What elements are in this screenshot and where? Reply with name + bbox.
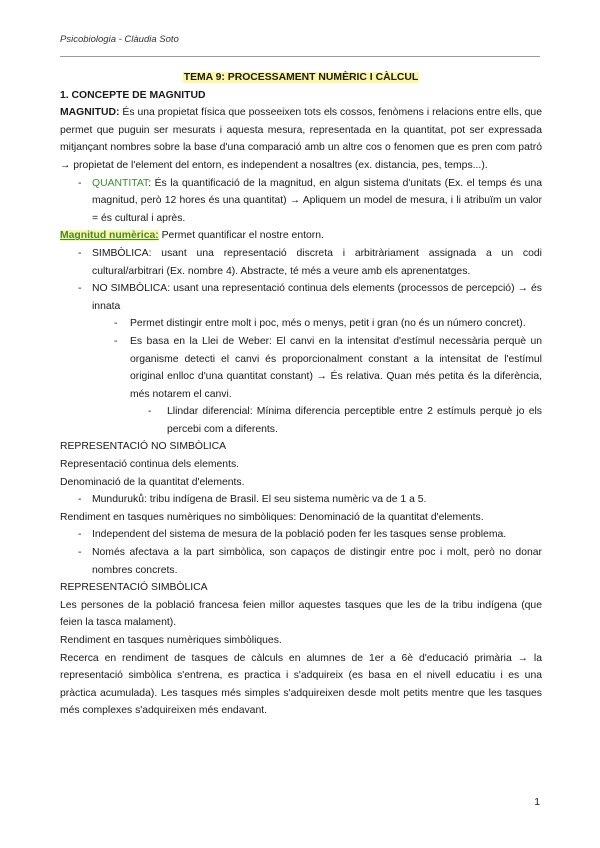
sublist-item-weber (60, 333, 542, 403)
list-item-quantitat (60, 175, 542, 228)
list-item-text: Només afectava a la part simbòlica, son capaços de distingir entre poc i molt, però no donar nombres concrets. (92, 547, 542, 576)
term-quantitat: QUANTITAT (92, 177, 149, 189)
definition-magnitud: És una propietat física que posseeixen tots els cossos, fenòmens i relacions entre ells, que permet que puguin ser mesurats i aquesta mesura, representada en la quantitat, pot ser expressada mitjançant nombres sobre la base d'una comparació amb un altre cos o fenomen que es pren com patró → propietat de l'element del entorn, es independent a nosaltres (ex. distancia, pes, temps...). (60, 107, 542, 171)
list-item-text: Permet distingir entre molt i poc, més o menys, petit i gran (no és un número concret). (130, 318, 526, 330)
section-heading-no-simbolica: REPRESENTACIÓ NO SIMBÒLICA (60, 441, 227, 453)
list-item-text: Es basa en la Llei de Weber: El canvi en la intensitat d'estímul necessària perquè un organisme detecti el canvi és proporcionalment constant a la intensitat de l'estímul original enlloc d'una quantitat constant) → És relativa. Quan més petita és la diferència, més notarem el canvi. (130, 335, 542, 400)
bullet-dash: - (148, 406, 152, 418)
document-body (60, 69, 542, 720)
list-item-nomes-afectava (60, 544, 542, 579)
list-item-simbolica (60, 245, 542, 280)
document-title (60, 69, 542, 87)
list-item-no-simbolica (60, 280, 542, 315)
paragraph-magnitud (60, 104, 542, 174)
bullet-dash: - (78, 177, 82, 189)
list-item-text: Independent del sistema de mesura de la població poden fer les tasques sense problema. (92, 529, 507, 541)
term-magnitud: MAGNITUD: (60, 107, 120, 119)
list-item-text: NO SIMBÒLICA: usant una representació continua dels elements (processos de percepció) → és innata (92, 283, 542, 312)
bullet-dash: - (114, 335, 118, 347)
paragraph-text: Les persones de la població francesa feien millor aquestes tasques que les de la tribu indígena (que feien la tasca malament). (60, 599, 542, 629)
page-number: 1 (534, 797, 540, 808)
list-item-independent (60, 526, 542, 544)
paragraph-text: Rendiment en tasques numèriques simbòliques. (60, 635, 282, 646)
definition-quantitat: : És la quantificació de la magnitud, en algun sistema d'unitats (Ex. el temps és una magnitud, però 12 hores és una quantitat) → Apliquem un model de mesura, i li atribuïm un valor = és cultural i après. (92, 177, 542, 224)
bullet-dash: - (78, 529, 82, 541)
list-item-text: SIMBÒLICA: usant una representació discreta i arbitràriament assignada a un codi cultural/arbitrari (Ex. nombre 4). Abstracte, té més a veure amb els aprenentatges. (92, 247, 542, 277)
subsublist-item-llindar (60, 403, 542, 438)
sublist-item-distingir (60, 315, 542, 333)
list-item-text: Llindar diferencial: Mínima diferencia perceptible entre 2 estímuls perquè jo els percebi com a diferents. (167, 406, 542, 435)
definition-magnitud-numerica: Permet quantificar el nostre entorn. (158, 230, 324, 242)
paragraph-text: Denominació de la quantitat d'elements. (60, 476, 245, 488)
list-item-munduruku (60, 491, 542, 509)
paragraph-text: Representació continua dels elements. (60, 459, 240, 471)
paragraph-text: Recerca en rendiment de tasques de càlculs en alumnes de 1er a 6è d'educació primària → la representació simbòlica s'entrena, es practica i s'adquireix (es basa en el nivell educatiu i es una pràctica acumulada). Les tasques més simples s'adquireixen desde molt petits mentre que les tasques més complexes s'adquireixen més endavant. (60, 652, 542, 717)
bullet-dash: - (78, 547, 82, 559)
section-heading-simbolica: REPRESENTACIÓ SIMBÒLICA (60, 582, 208, 594)
paragraph-magnitud-numerica (60, 227, 542, 245)
bullet-dash: - (114, 318, 118, 330)
title-text: TEMA 9: PROCESSAMENT NUMÈRIC I CÀLCUL (183, 72, 419, 83)
section-heading-magnitud: 1. CONCEPTE DE MAGNITUD (60, 89, 206, 101)
list-item-text: Munduruků: tribu indígena de Brasil. El seu sistema numèric va de 1 a 5. (92, 494, 427, 506)
page-header: Psicobiologia - Clàudia Soto (60, 34, 179, 45)
paragraph-text: Rendiment en tasques numèriques no simbòliques: Denominació de la quantitat d'elements. (60, 511, 484, 523)
bullet-dash: - (78, 283, 82, 295)
header-divider (60, 56, 540, 57)
bullet-dash: - (78, 247, 82, 259)
term-magnitud-numerica: Magnitud numèrica: (60, 230, 159, 242)
bullet-dash: - (78, 494, 82, 506)
